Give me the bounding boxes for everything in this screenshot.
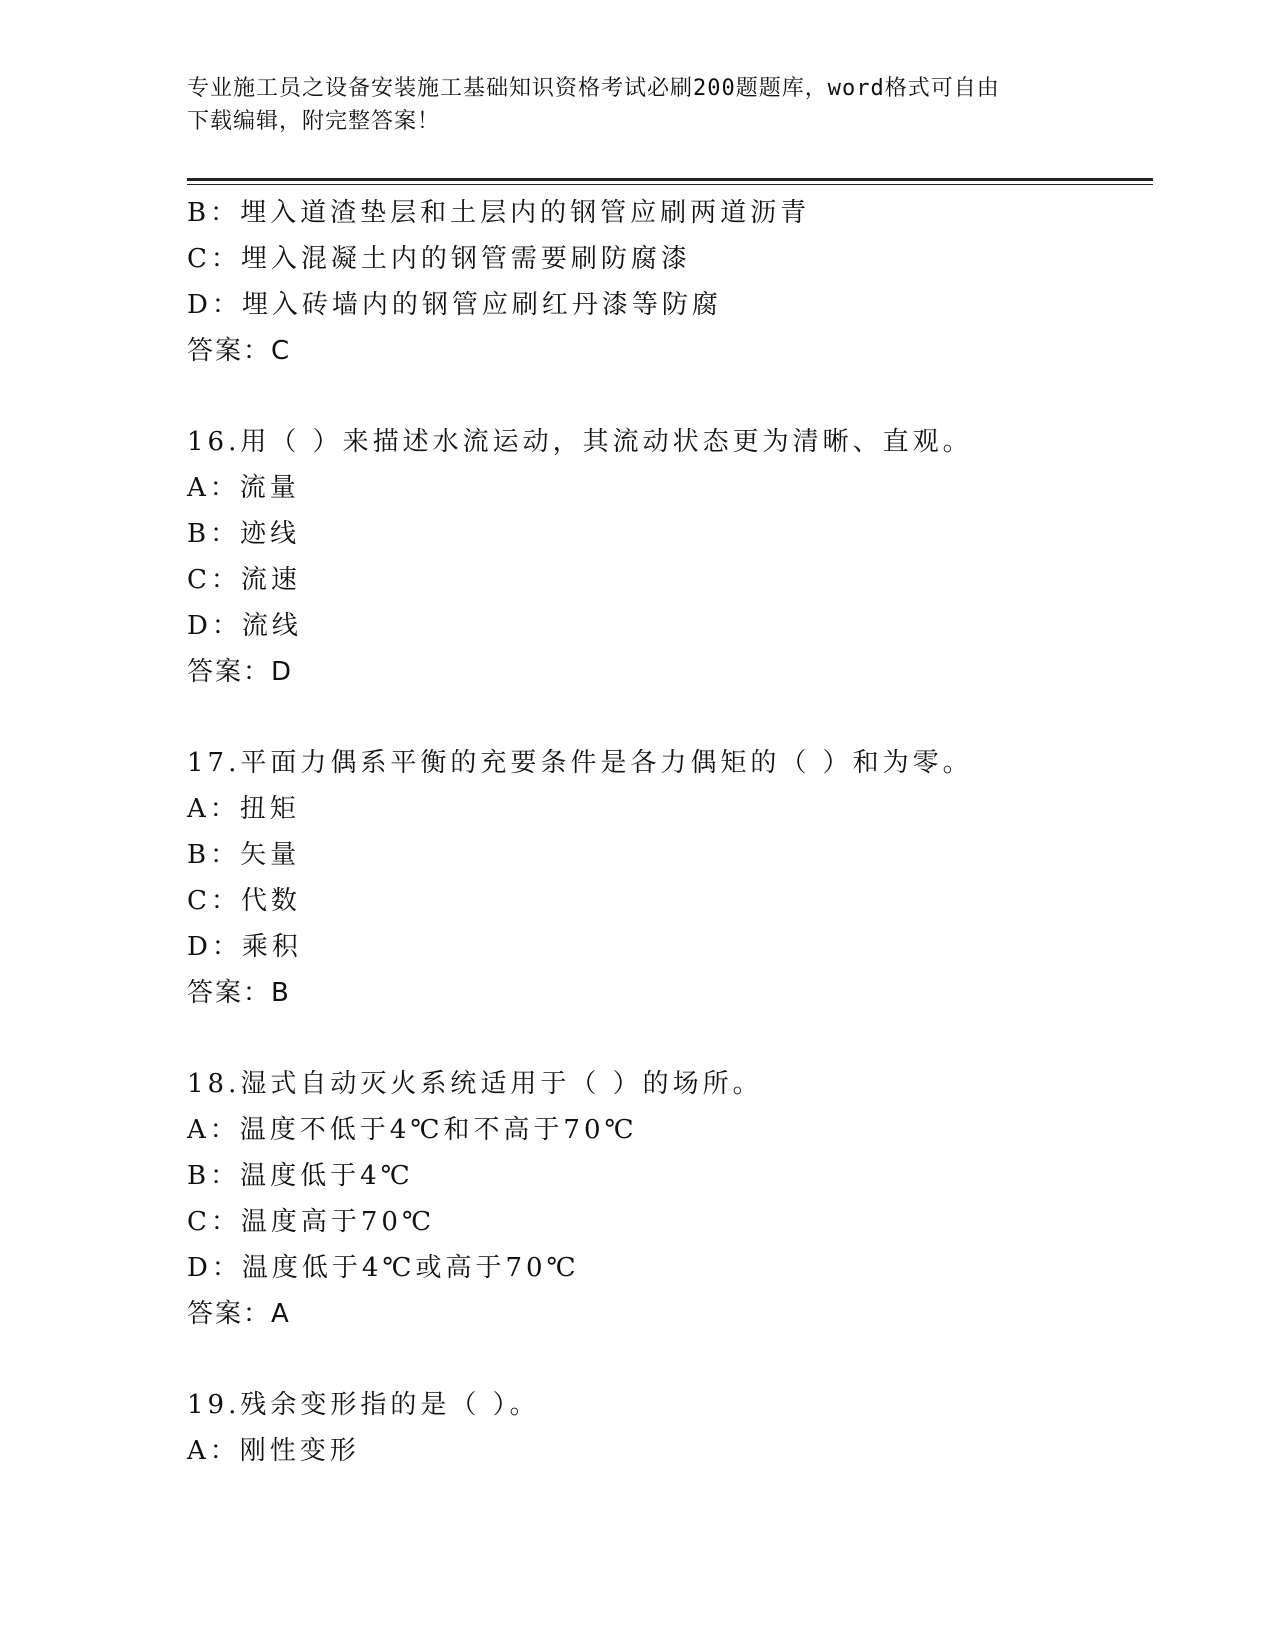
- option-d: D：温度低于4℃或高于70℃: [187, 1253, 580, 1283]
- question-block-18: [187, 1061, 1153, 1337]
- answer-line: 答案：A: [187, 1299, 291, 1329]
- option-c: C：温度高于70℃: [187, 1207, 436, 1237]
- option-b: B：矢量: [187, 840, 301, 870]
- header-line-2: 下载编辑，附完整答案！: [187, 109, 441, 134]
- option-c: C：流速: [187, 565, 301, 595]
- question-block-19: [187, 1382, 1153, 1474]
- answer-line: 答案：D: [187, 657, 294, 687]
- option-d: D：埋入砖墙内的钢管应刷红丹漆等防腐: [187, 290, 722, 320]
- option-a: A：流量: [187, 473, 300, 503]
- question-block-16: [187, 419, 1153, 695]
- option-a: A：刚性变形: [187, 1436, 360, 1466]
- document-header: [187, 72, 1087, 138]
- question-text: 17.平面力偶系平衡的充要条件是各力偶矩的（ ）和为零。: [187, 748, 973, 778]
- header-divider-thick: [187, 178, 1153, 181]
- option-d: D：流线: [187, 611, 302, 641]
- option-a: A：温度不低于4℃和不高于70℃: [187, 1115, 638, 1145]
- question-text: 18.湿式自动灭火系统适用于（ ）的场所。: [187, 1069, 763, 1099]
- option-d: D：乘积: [187, 932, 302, 962]
- option-b: B：埋入道渣垫层和土层内的钢管应刷两道沥青: [187, 198, 811, 228]
- option-a: A：扭矩: [187, 794, 300, 824]
- option-b: B：温度低于4℃: [187, 1161, 414, 1191]
- option-b: B：迹线: [187, 519, 301, 549]
- question-text: 19.残余变形指的是（ ）。: [187, 1390, 540, 1420]
- question-list: [187, 190, 1153, 1474]
- answer-line: 答案：C: [187, 336, 292, 366]
- header-divider-thin: [187, 184, 1153, 185]
- question-block-15: [187, 190, 1153, 374]
- answer-line: 答案：B: [187, 978, 291, 1008]
- header-line-1: 专业施工员之设备安装施工基础知识资格考试必刷200题题库，word格式可自由: [187, 76, 1000, 101]
- question-block-17: [187, 740, 1153, 1016]
- option-c: C：代数: [187, 886, 301, 916]
- question-text: 16.用（ ）来描述水流运动，其流动状态更为清晰、直观。: [187, 427, 973, 457]
- option-c: C：埋入混凝土内的钢管需要刷防腐漆: [187, 244, 691, 274]
